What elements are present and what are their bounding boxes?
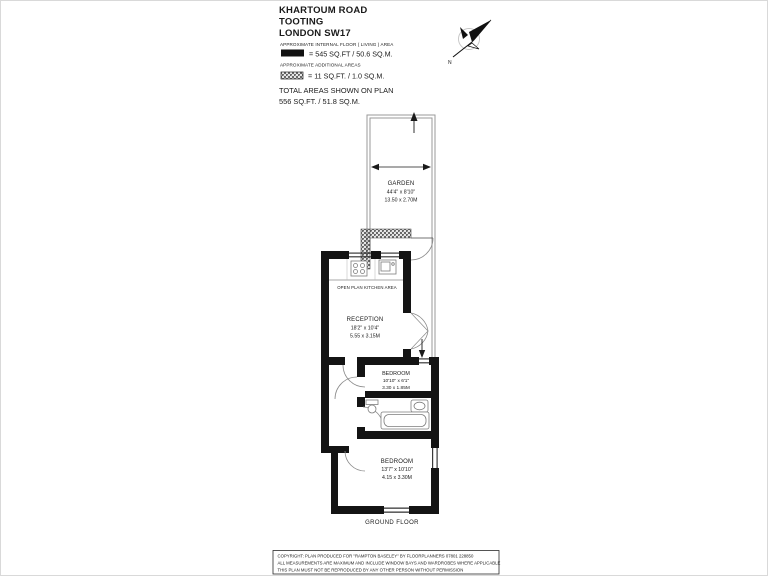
legend-internal-value: = 545 SQ.FT / 50.6 SQ.M. <box>309 49 393 59</box>
legend-additional-value: = 11 SQ.FT. / 1.0 SQ.M. <box>308 71 385 81</box>
bedroom2-dim-imperial: 13'7" x 10'10" <box>381 467 413 473</box>
hob-icon <box>351 261 367 276</box>
bedroom1-dim-imperial: 10'10" x 6'1" <box>382 379 410 384</box>
compass-north-label: N <box>448 60 452 66</box>
house-walls <box>321 251 439 514</box>
header-block <box>279 5 394 106</box>
bedroom2-label: BEDROOM <box>380 459 414 465</box>
legend-internal-label: APPROXIMATE INTERNAL FLOOR ( LIVING ) AREA <box>280 42 394 47</box>
compass-icon <box>448 20 491 66</box>
legend-additional-label: APPROXIMATE ADDITIONAL AREAS <box>280 62 361 68</box>
reception-dim-imperial: 18'2" x 10'4" <box>350 325 380 332</box>
footer-line-3: THIS PLAN MUST NOT BE REPRODUCED BY ANY OTHER PERSON WITHOUT PERMISSION <box>277 567 464 573</box>
footer-line-1: COPYRIGHT: PLAN PRODUCED FOR "RAMPTON BASELEY" BY FLOORPLANNERS 07801 228850 <box>277 553 474 559</box>
room-labels <box>337 285 419 526</box>
toilet-icon <box>366 400 378 405</box>
bedroom1-dim-metric: 3.30 x 1.85M <box>382 386 410 391</box>
reception-dim-metric: 5.55 x 3.15M <box>350 333 380 340</box>
additional-area-hatch <box>361 229 433 269</box>
bathroom-fixtures <box>366 400 429 429</box>
footer-line-2: ALL MEASUREMENTS ARE MAXIMUM AND INCLUDE WINDOW BAYS AND WARDROBES WHERE APPLICABLE <box>277 560 501 566</box>
garden-dim-metric: 13.50 x 2.70M <box>384 197 418 204</box>
entrance-arrow-icon <box>419 339 425 358</box>
kitchen-label: OPEN PLAN KITCHEN AREA <box>337 285 397 290</box>
bedroom2-door-arc <box>345 451 365 471</box>
legend-total-value: 556 SQ.FT. / 51.8 SQ.M. <box>279 97 360 106</box>
legend-total-label: TOTAL AREAS SHOWN ON PLAN <box>279 86 394 95</box>
address-line-2: TOOTING <box>279 16 324 28</box>
kitchen-fixtures <box>329 259 403 280</box>
garden-dim-imperial: 44'4" x 8'10" <box>386 189 416 196</box>
legend-additional-swatch <box>281 72 303 79</box>
bedroom2-dim-metric: 4.15 x 3.30M <box>382 475 412 481</box>
garden-door-arc <box>411 238 433 260</box>
bedroom1-door-arc <box>335 377 357 399</box>
footer-copyright-box <box>273 551 500 575</box>
legend-internal-swatch <box>281 50 304 57</box>
garden-label: GARDEN <box>387 181 415 187</box>
bedroom1-label: BEDROOM <box>382 371 410 377</box>
garden-width-arrow-icon <box>371 164 431 170</box>
address-line-1: KHARTOUM ROAD <box>279 5 368 16</box>
floor-label: GROUND FLOOR <box>365 520 419 526</box>
address-line-3: LONDON SW17 <box>279 28 351 39</box>
floorplan-svg <box>1 1 768 576</box>
reception-label: RECEPTION <box>346 317 384 323</box>
